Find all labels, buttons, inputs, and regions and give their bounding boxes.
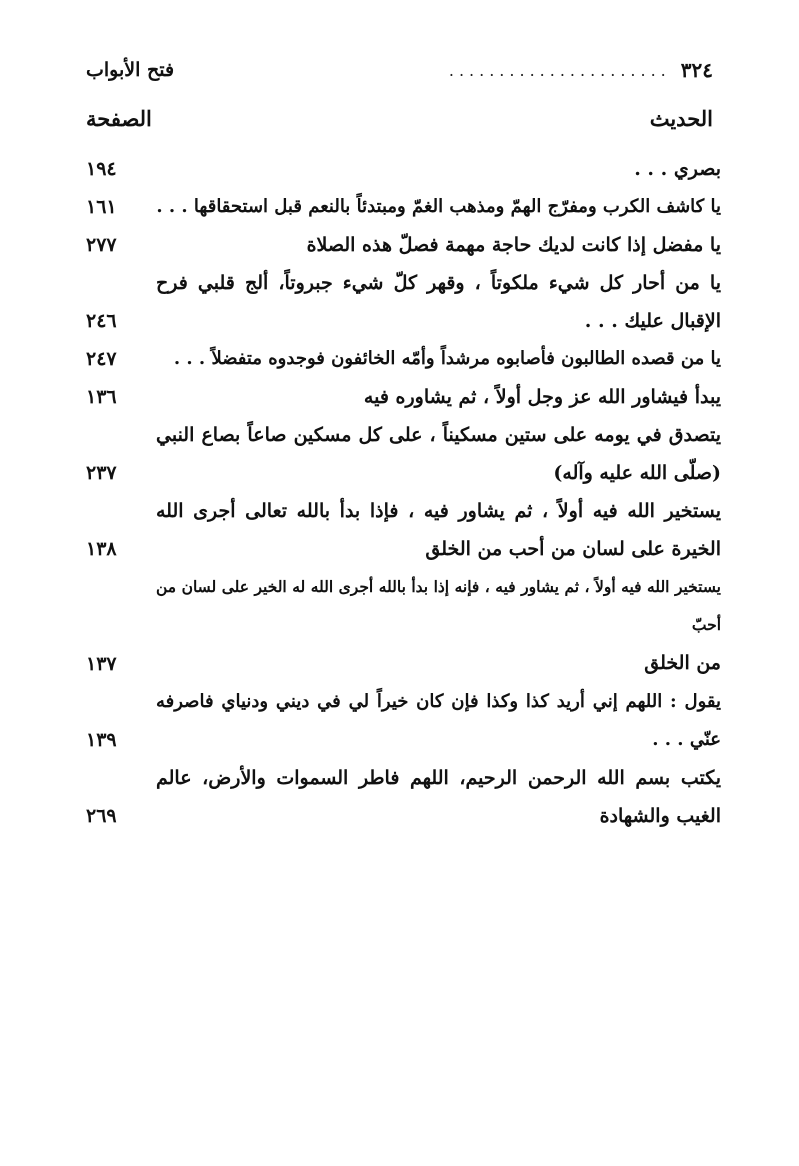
entry-text: يكتب بسم الله الرحمن الرحيم، اللهم فاطر السموات والأرض، عالم الغيب والشهادة [156,767,721,827]
index-entry [86,340,721,378]
entry-page: ١٩٤ [86,158,117,180]
entry-page: ٢٤٧ [86,348,117,370]
running-head [86,52,713,88]
entry-text: يتصدق في يومه على ستين مسكيناً ، على كل مسكين صاعاً بصاع النبي (صلّى الله عليه وآله) [156,424,721,484]
entry-text: يا من أحار كل شيء ملكوتاً ، وقهر كلّ شيء جبروتاً، ألج قلبي فرح الإقبال عليك . . . [156,272,721,332]
book-title: فتح الأبواب [86,59,175,81]
entry-text [156,568,721,683]
entry-text: يبدأ فيشاور الله عز وجل أولاً ، ثم يشاوره فيه [363,386,721,408]
entry-text: يقول : اللهم إني أريد كذا وكذا فإن كان خيراً لي في ديني ودنياي فاصرفه عنّي . . . [156,691,721,750]
entry-page: ١٣٩ [86,729,117,751]
index-entries [86,150,721,835]
index-entry [86,150,721,188]
entry-page: ٢٦٩ [86,805,117,827]
column-headers [86,106,713,131]
leader-dots: ...................... [448,60,671,80]
page-column-header: الصفحة [86,106,152,131]
entry-page: ٢٣٧ [86,462,117,484]
entry-page: ١٦١ [86,196,117,218]
entry-text-main: يستخير الله فيه أولاً ، ثم يشاور فيه ، فإنه إذا بدأ بالله أجرى الله له الخير على لسان من أحبّ [156,577,721,634]
entry-page: ١٣٨ [86,538,117,560]
entry-page: ٢٤٦ [86,310,117,332]
index-entry [86,378,721,416]
entry-text: بصري . . . [634,158,721,180]
entry-text: يا مفضل إذا كانت لديك حاجة مهمة فصلّ هذه الصلاة [306,234,721,256]
hadith-column-header: الحديث [649,106,713,131]
page-number: ٣٢٤ [680,58,713,82]
index-entry [86,416,721,492]
entry-text-tail: من الخلق [644,652,721,674]
entry-page: ١٣٧ [86,653,117,675]
index-entry [86,492,721,568]
entry-text: يا كاشف الكرب ومفرّج الهمّ ومذهب الغمّ ومبتدئاً بالنعم قبل استحقاقها . . . [156,196,721,217]
index-entry [86,568,721,683]
entry-page: ٢٧٧ [86,234,117,256]
index-entry [86,683,721,759]
entry-text: يستخير الله فيه أولاً ، ثم يشاور فيه ، فإذا بدأ بالله تعالى أجرى الله الخيرة على لسان من أحب من الخلق [156,500,721,560]
entry-text: يا من قصده الطالبون فأصابوه مرشداً وأمّه الخائفون فوجدوه متفضلاً . . . [173,348,721,369]
index-entry [86,759,721,835]
index-entry [86,264,721,340]
entry-page: ١٣٦ [86,386,117,408]
index-entry [86,226,721,264]
index-entry [86,188,721,226]
